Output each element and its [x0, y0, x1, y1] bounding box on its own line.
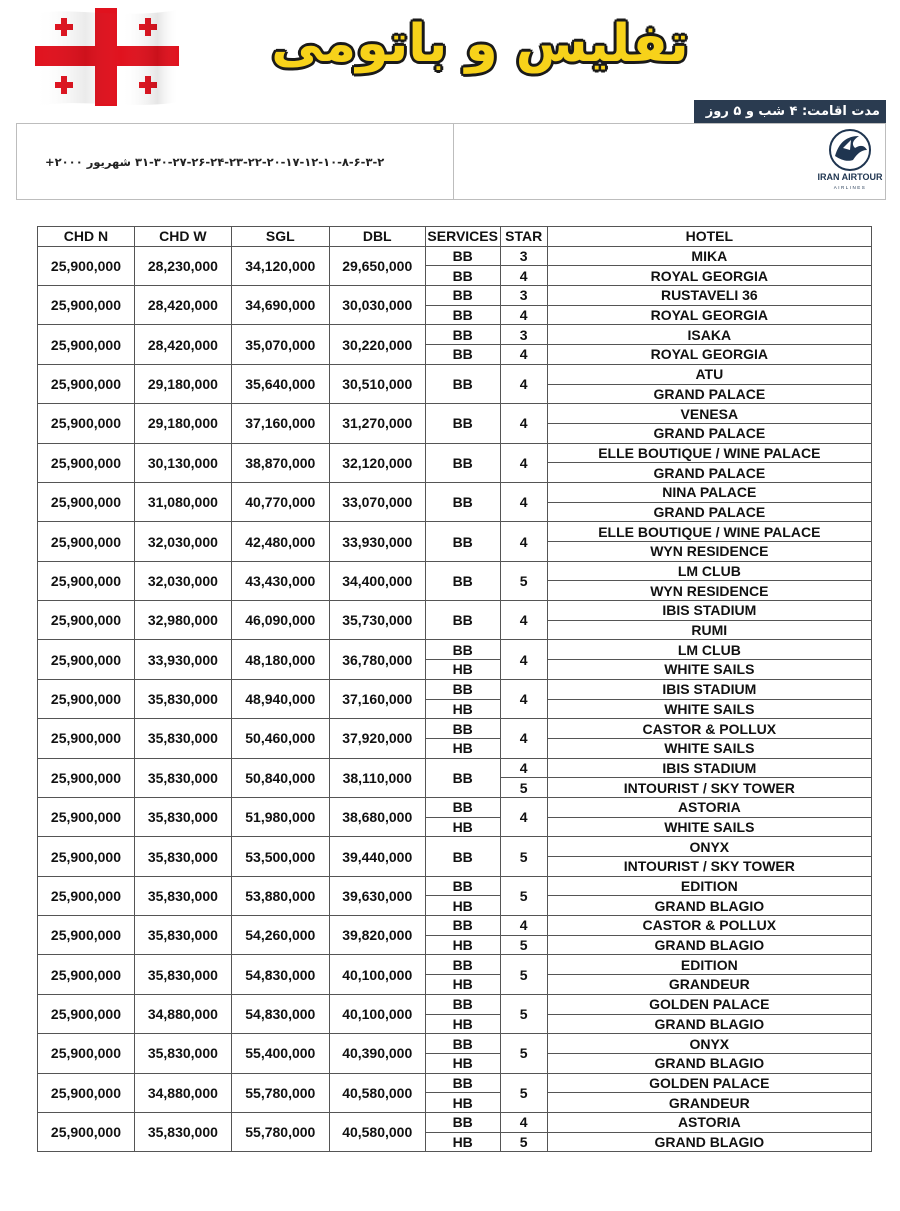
star-cell: 5: [500, 955, 547, 994]
service-cell: BB: [425, 443, 500, 482]
chd-n-price: 25,900,000: [38, 758, 135, 797]
chd-n-price: 25,900,000: [38, 561, 135, 600]
dbl-price: 39,820,000: [329, 916, 425, 955]
hotel-cell: ONYX: [547, 1034, 871, 1054]
dbl-price: 36,780,000: [329, 640, 425, 679]
service-cell: BB: [425, 797, 500, 817]
chd-n-price: 25,900,000: [38, 837, 135, 876]
table-row: [38, 443, 872, 463]
column-header: SERVICES: [425, 227, 500, 247]
service-cell: HB: [425, 1132, 500, 1152]
chd-w-price: 35,830,000: [134, 916, 231, 955]
price-table: [37, 226, 872, 1152]
chd-w-price: 35,830,000: [134, 837, 231, 876]
chd-w-price: 31,080,000: [134, 482, 231, 521]
table-header-row: [38, 227, 872, 247]
sgl-price: 55,780,000: [231, 1112, 329, 1151]
service-cell: BB: [425, 345, 500, 365]
chd-w-price: 35,830,000: [134, 876, 231, 915]
star-cell: 3: [500, 286, 547, 306]
hotel-cell: CASTOR & POLLUX: [547, 916, 871, 936]
table-row: [38, 837, 872, 857]
chd-n-price: 25,900,000: [38, 719, 135, 758]
service-cell: HB: [425, 1014, 500, 1034]
service-cell: BB: [425, 1073, 500, 1093]
hotel-cell: WHITE SAILS: [547, 738, 871, 758]
dbl-price: 33,070,000: [329, 482, 425, 521]
hotel-cell: ELLE BOUTIQUE / WINE PALACE: [547, 522, 871, 542]
chd-n-price: 25,900,000: [38, 364, 135, 403]
dbl-price: 30,030,000: [329, 286, 425, 325]
sgl-price: 43,430,000: [231, 561, 329, 600]
chd-n-price: 25,900,000: [38, 916, 135, 955]
chd-w-price: 34,880,000: [134, 1073, 231, 1112]
star-cell: 4: [500, 345, 547, 365]
table-row: [38, 876, 872, 896]
chd-n-price: 25,900,000: [38, 601, 135, 640]
logo-subtext: AIRLINES: [833, 185, 867, 190]
sgl-price: 54,830,000: [231, 994, 329, 1033]
georgia-flag-image: [33, 6, 181, 108]
chd-w-price: 32,030,000: [134, 522, 231, 561]
dbl-price: 33,930,000: [329, 522, 425, 561]
iran-airtour-logo: [817, 128, 883, 196]
chd-n-price: 25,900,000: [38, 1112, 135, 1151]
table-row: [38, 601, 872, 621]
service-cell: BB: [425, 601, 500, 640]
chd-w-price: 32,030,000: [134, 561, 231, 600]
chd-w-price: 32,980,000: [134, 601, 231, 640]
chd-n-price: 25,900,000: [38, 522, 135, 561]
service-cell: HB: [425, 935, 500, 955]
chd-w-price: 28,420,000: [134, 325, 231, 364]
hotel-cell: GRAND PALACE: [547, 423, 871, 443]
hotel-cell: ATU: [547, 364, 871, 384]
service-cell: BB: [425, 679, 500, 699]
hotel-cell: INTOURIST / SKY TOWER: [547, 778, 871, 798]
chd-w-price: 33,930,000: [134, 640, 231, 679]
service-cell: HB: [425, 817, 500, 837]
chd-n-price: 25,900,000: [38, 286, 135, 325]
chd-w-price: 35,830,000: [134, 1112, 231, 1151]
chd-n-price: 25,900,000: [38, 325, 135, 364]
table-body: [38, 246, 872, 1152]
star-cell: 5: [500, 876, 547, 915]
table-row: [38, 1034, 872, 1054]
sgl-price: 34,120,000: [231, 246, 329, 285]
service-cell: BB: [425, 482, 500, 521]
table-row: [38, 561, 872, 581]
sgl-price: 48,940,000: [231, 679, 329, 718]
service-cell: HB: [425, 975, 500, 995]
chd-w-price: 30,130,000: [134, 443, 231, 482]
chd-w-price: 34,880,000: [134, 994, 231, 1033]
service-cell: BB: [425, 876, 500, 896]
sgl-price: 42,480,000: [231, 522, 329, 561]
hotel-cell: GOLDEN PALACE: [547, 994, 871, 1014]
hotel-cell: GRAND PALACE: [547, 502, 871, 522]
hotel-cell: ROYAL GEORGIA: [547, 266, 871, 286]
dbl-price: 35,730,000: [329, 601, 425, 640]
star-cell: 5: [500, 994, 547, 1033]
sgl-price: 55,400,000: [231, 1034, 329, 1073]
table-row: [38, 916, 872, 936]
sgl-price: 50,460,000: [231, 719, 329, 758]
star-cell: 4: [500, 797, 547, 836]
dbl-price: 38,110,000: [329, 758, 425, 797]
service-cell: BB: [425, 1034, 500, 1054]
star-cell: 4: [500, 1112, 547, 1132]
column-header: CHD W: [134, 227, 231, 247]
chd-n-price: 25,900,000: [38, 679, 135, 718]
hotel-cell: GRAND BLAGIO: [547, 935, 871, 955]
sgl-price: 54,830,000: [231, 955, 329, 994]
hotel-cell: GRAND BLAGIO: [547, 1014, 871, 1034]
hotel-cell: RUSTAVELI 36: [547, 286, 871, 306]
dbl-price: 37,160,000: [329, 679, 425, 718]
hotel-cell: GRAND BLAGIO: [547, 1053, 871, 1073]
service-cell: HB: [425, 738, 500, 758]
departure-dates: ۳۱-۳۰-۲۷-۲۶-۲۴-۲۳-۲۲-۲۰-۱۷-۱۲-۱۰-۸-۶-۳-۲ شهریور ۲۰۰۰+: [45, 155, 385, 169]
dbl-price: 32,120,000: [329, 443, 425, 482]
hotel-cell: ELLE BOUTIQUE / WINE PALACE: [547, 443, 871, 463]
hotel-cell: CASTOR & POLLUX: [547, 719, 871, 739]
table-row: [38, 364, 872, 384]
chd-w-price: 35,830,000: [134, 797, 231, 836]
dbl-price: 40,100,000: [329, 955, 425, 994]
hotel-cell: WHITE SAILS: [547, 660, 871, 680]
star-cell: 4: [500, 522, 547, 561]
chd-w-price: 35,830,000: [134, 719, 231, 758]
table-row: [38, 955, 872, 975]
hotel-cell: ONYX: [547, 837, 871, 857]
sgl-price: 50,840,000: [231, 758, 329, 797]
service-cell: BB: [425, 994, 500, 1014]
hotel-cell: WHITE SAILS: [547, 817, 871, 837]
chd-n-price: 25,900,000: [38, 876, 135, 915]
table-row: [38, 246, 872, 266]
dbl-price: 31,270,000: [329, 404, 425, 443]
hotel-cell: WYN RESIDENCE: [547, 542, 871, 562]
service-cell: BB: [425, 325, 500, 345]
star-cell: 3: [500, 246, 547, 266]
page-title: تفلیس و باتومی: [271, 14, 689, 74]
hotel-cell: GOLDEN PALACE: [547, 1073, 871, 1093]
chd-w-price: 35,830,000: [134, 1034, 231, 1073]
chd-w-price: 29,180,000: [134, 364, 231, 403]
hotel-cell: EDITION: [547, 955, 871, 975]
table-row: [38, 286, 872, 306]
service-cell: HB: [425, 896, 500, 916]
chd-w-price: 35,830,000: [134, 955, 231, 994]
service-cell: BB: [425, 916, 500, 936]
chd-n-price: 25,900,000: [38, 482, 135, 521]
column-header: DBL: [329, 227, 425, 247]
hotel-cell: RUMI: [547, 620, 871, 640]
table-row: [38, 1073, 872, 1093]
star-cell: 5: [500, 1132, 547, 1152]
hotel-cell: INTOURIST / SKY TOWER: [547, 857, 871, 877]
table-row: [38, 482, 872, 502]
service-cell: BB: [425, 955, 500, 975]
sgl-price: 51,980,000: [231, 797, 329, 836]
table-row: [38, 325, 872, 345]
dbl-price: 37,920,000: [329, 719, 425, 758]
star-cell: 3: [500, 325, 547, 345]
hotel-cell: LM CLUB: [547, 561, 871, 581]
dbl-price: 40,580,000: [329, 1073, 425, 1112]
chd-n-price: 25,900,000: [38, 994, 135, 1033]
sgl-price: 53,880,000: [231, 876, 329, 915]
star-cell: 5: [500, 935, 547, 955]
hotel-cell: GRAND BLAGIO: [547, 896, 871, 916]
chd-n-price: 25,900,000: [38, 1073, 135, 1112]
hotel-cell: WHITE SAILS: [547, 699, 871, 719]
star-cell: 4: [500, 482, 547, 521]
sgl-price: 54,260,000: [231, 916, 329, 955]
table-row: [38, 719, 872, 739]
hotel-cell: NINA PALACE: [547, 482, 871, 502]
hotel-cell: IBIS STADIUM: [547, 758, 871, 778]
chd-n-price: 25,900,000: [38, 1034, 135, 1073]
sgl-price: 35,070,000: [231, 325, 329, 364]
star-cell: 4: [500, 305, 547, 325]
chd-w-price: 29,180,000: [134, 404, 231, 443]
service-cell: HB: [425, 660, 500, 680]
sgl-price: 46,090,000: [231, 601, 329, 640]
table-row: [38, 994, 872, 1014]
chd-w-price: 28,230,000: [134, 246, 231, 285]
table-row: [38, 758, 872, 778]
hotel-cell: MIKA: [547, 246, 871, 266]
hotel-cell: VENESA: [547, 404, 871, 424]
sgl-price: 37,160,000: [231, 404, 329, 443]
hotel-cell: ASTORIA: [547, 1112, 871, 1132]
chd-w-price: 35,830,000: [134, 758, 231, 797]
column-header: STAR: [500, 227, 547, 247]
service-cell: HB: [425, 1093, 500, 1113]
dbl-price: 30,510,000: [329, 364, 425, 403]
logo-text: IRAN AIRTOUR: [817, 172, 883, 182]
chd-n-price: 25,900,000: [38, 640, 135, 679]
hotel-cell: WYN RESIDENCE: [547, 581, 871, 601]
sgl-price: 48,180,000: [231, 640, 329, 679]
service-cell: BB: [425, 404, 500, 443]
service-cell: HB: [425, 1053, 500, 1073]
hotel-cell: GRAND PALACE: [547, 463, 871, 483]
service-cell: BB: [425, 719, 500, 739]
service-cell: BB: [425, 286, 500, 306]
column-header: SGL: [231, 227, 329, 247]
sgl-price: 40,770,000: [231, 482, 329, 521]
info-box: [16, 123, 886, 200]
chd-n-price: 25,900,000: [38, 955, 135, 994]
sgl-price: 34,690,000: [231, 286, 329, 325]
star-cell: 5: [500, 1034, 547, 1073]
sgl-price: 53,500,000: [231, 837, 329, 876]
service-cell: BB: [425, 364, 500, 403]
star-cell: 4: [500, 719, 547, 758]
service-cell: BB: [425, 561, 500, 600]
chd-w-price: 35,830,000: [134, 679, 231, 718]
stay-duration-banner: مدت اقامت: ۴ شب و ۵ روز: [694, 100, 886, 124]
hotel-cell: ROYAL GEORGIA: [547, 305, 871, 325]
table-row: [38, 797, 872, 817]
dbl-price: 30,220,000: [329, 325, 425, 364]
star-cell: 5: [500, 778, 547, 798]
sgl-price: 38,870,000: [231, 443, 329, 482]
service-cell: BB: [425, 522, 500, 561]
star-cell: 5: [500, 837, 547, 876]
dbl-price: 40,390,000: [329, 1034, 425, 1073]
star-cell: 5: [500, 561, 547, 600]
column-header: HOTEL: [547, 227, 871, 247]
table-row: [38, 1112, 872, 1132]
hotel-cell: EDITION: [547, 876, 871, 896]
table-row: [38, 404, 872, 424]
table-row: [38, 679, 872, 699]
chd-n-price: 25,900,000: [38, 797, 135, 836]
star-cell: 4: [500, 443, 547, 482]
service-cell: BB: [425, 305, 500, 325]
dbl-price: 34,400,000: [329, 561, 425, 600]
dbl-price: 38,680,000: [329, 797, 425, 836]
star-cell: 4: [500, 640, 547, 679]
service-cell: BB: [425, 758, 500, 797]
hotel-cell: GRAND PALACE: [547, 384, 871, 404]
hotel-cell: IBIS STADIUM: [547, 679, 871, 699]
star-cell: 4: [500, 404, 547, 443]
hotel-cell: GRANDEUR: [547, 1093, 871, 1113]
star-cell: 4: [500, 266, 547, 286]
table-row: [38, 522, 872, 542]
column-header: CHD N: [38, 227, 135, 247]
hotel-cell: ISAKA: [547, 325, 871, 345]
star-cell: 4: [500, 916, 547, 936]
star-cell: 4: [500, 364, 547, 403]
chd-n-price: 25,900,000: [38, 246, 135, 285]
star-cell: 5: [500, 1073, 547, 1112]
service-cell: BB: [425, 640, 500, 660]
hotel-cell: IBIS STADIUM: [547, 601, 871, 621]
chd-n-price: 25,900,000: [38, 404, 135, 443]
sgl-price: 55,780,000: [231, 1073, 329, 1112]
sgl-price: 35,640,000: [231, 364, 329, 403]
dbl-price: 39,630,000: [329, 876, 425, 915]
hotel-cell: ROYAL GEORGIA: [547, 345, 871, 365]
hotel-cell: GRAND BLAGIO: [547, 1132, 871, 1152]
dbl-price: 40,100,000: [329, 994, 425, 1033]
hotel-cell: LM CLUB: [547, 640, 871, 660]
dbl-price: 29,650,000: [329, 246, 425, 285]
hotel-cell: GRANDEUR: [547, 975, 871, 995]
service-cell: BB: [425, 837, 500, 876]
chd-w-price: 28,420,000: [134, 286, 231, 325]
service-cell: BB: [425, 266, 500, 286]
hotel-cell: ASTORIA: [547, 797, 871, 817]
star-cell: 4: [500, 679, 547, 718]
chd-n-price: 25,900,000: [38, 443, 135, 482]
service-cell: HB: [425, 699, 500, 719]
star-cell: 4: [500, 601, 547, 640]
dbl-price: 40,580,000: [329, 1112, 425, 1151]
service-cell: BB: [425, 1112, 500, 1132]
star-cell: 4: [500, 758, 547, 778]
dbl-price: 39,440,000: [329, 837, 425, 876]
service-cell: BB: [425, 246, 500, 266]
table-row: [38, 640, 872, 660]
